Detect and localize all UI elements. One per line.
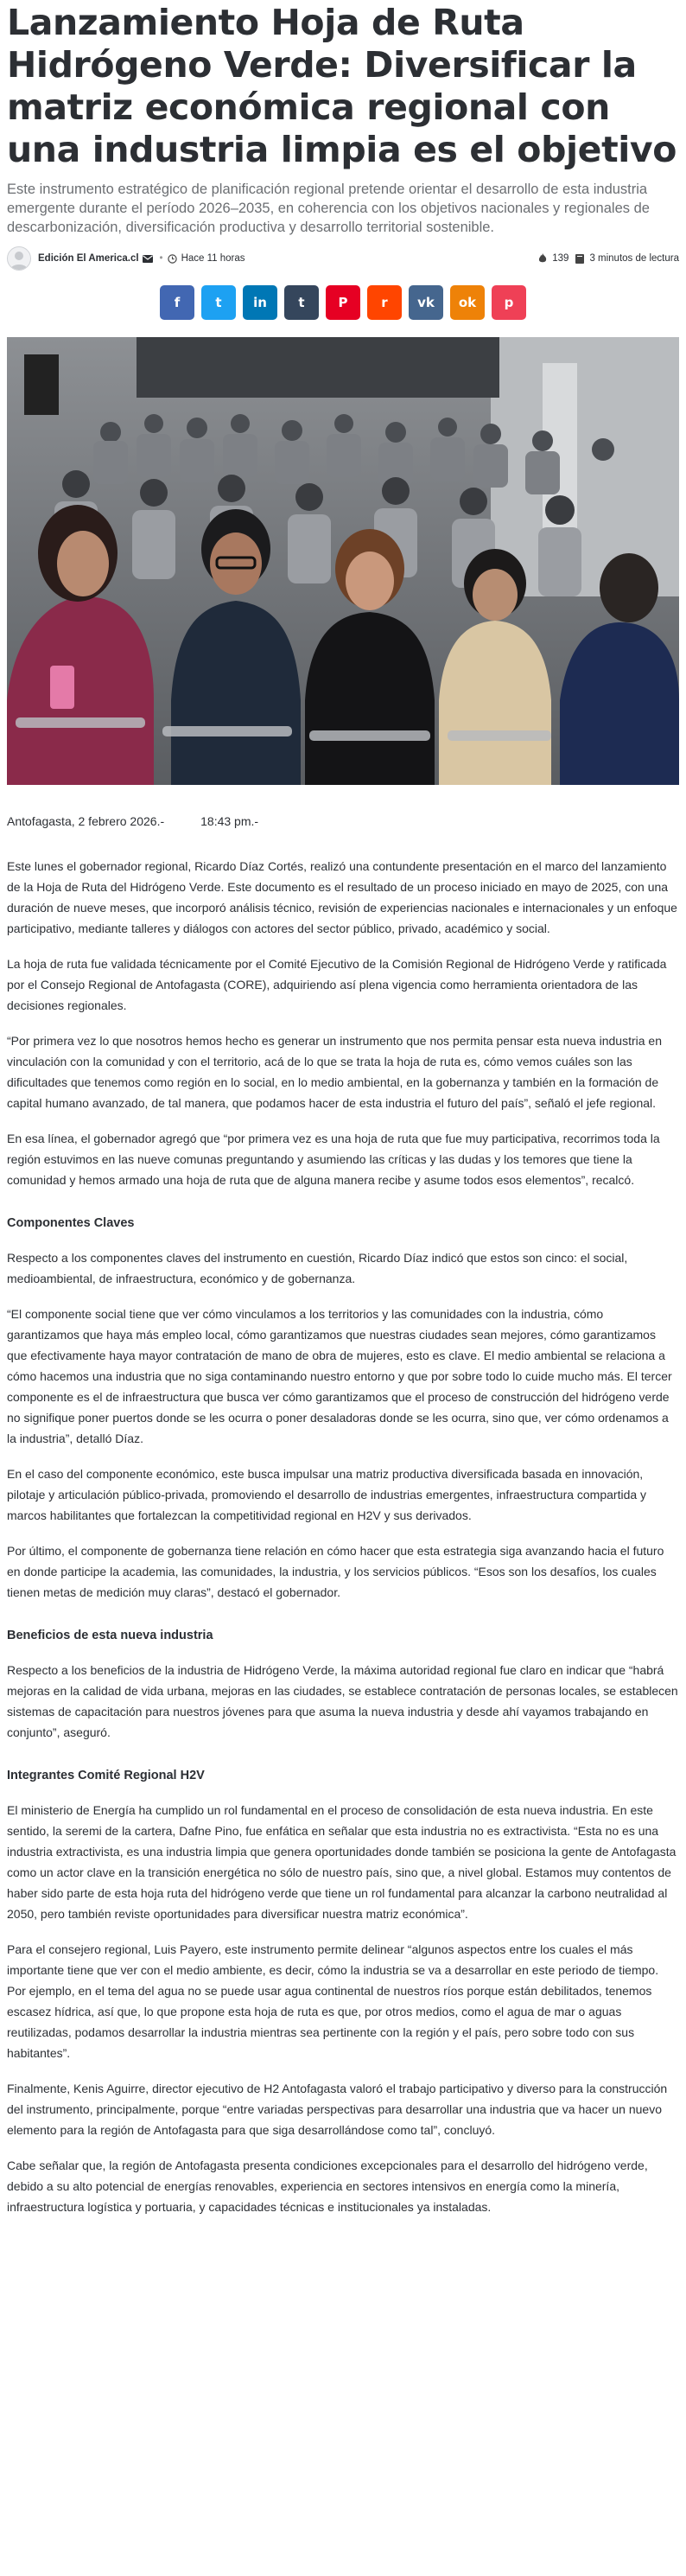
- paragraph: Finalmente, Kenis Aguirre, director ejecutivo de H2 Antofagasta valoró el trabajo participativo y diverso para la construcción del instrumento, principalmente, porque “entre variadas perspectivas para desarrollar una industria que va hacer un nuevo elemento para la región de Antofagasta para que siga desarrollándose como tal”, concluyó.: [7, 2082, 668, 2137]
- share-pocket-button[interactable]: [492, 285, 526, 320]
- facebook-icon: f: [174, 295, 181, 310]
- dateline-date: Antofagasta, 2 febrero 2026.-: [7, 814, 165, 828]
- read-time: 3 minutos de lectura: [589, 253, 679, 264]
- paragraph: “Por primera vez lo que nosotros hemos hecho es generar un instrumento que nos permita pensar esta nueva industria en vinculación con la comunidad y con el territorio, acá de lo que se trata la hoja de ruta es, cómo vemos cuáles son las dificultades que tenemos como región en lo social, en lo medio ambiental, en la gobernanza y también en la formación de capital humano avanzado, de tal manera, que podamos hacer de esta industria el futuro del país”, señaló el jefe regional.: [7, 1034, 662, 1110]
- odnoklassniki-icon: ok: [458, 295, 477, 310]
- linkedin-icon: in: [253, 295, 267, 310]
- paragraph: Respecto a los componentes claves del instrumento en cuestión, Ricardo Díaz indicó que estos son cinco: el social, medioambiental, de infraestructura, económico y de gobernanza.: [7, 1251, 628, 1285]
- article-subtitle: Este instrumento estratégico de planificación regional pretende orientar el desarrollo de esta industria emergente durante el período 2026–2035, en coherencia con los objetivos nacionales y regionales de descarbonización, diversificación productiva y desarrollo territorial sostenible.: [7, 182, 650, 235]
- share-pinterest-button[interactable]: [326, 285, 360, 320]
- share-odnoklassniki-button[interactable]: [450, 285, 485, 320]
- article-hero-image: [7, 337, 679, 785]
- author-avatar[interactable]: [7, 246, 31, 271]
- paragraph: Cabe señalar que, la región de Antofagasta presenta condiciones excepcionales para el desarrollo del hidrógeno verde, debido a su alto potencial de energías renovables, experiencia en sectores intensivos en energía como la minería, infraestructura logística y portuaria, y capacidades técnicas e institucionales ya instaladas.: [7, 2158, 648, 2214]
- section-heading-integrantes: Integrantes Comité Regional H2V: [7, 1769, 205, 1782]
- article-dateline: [7, 813, 679, 830]
- paragraph: Este lunes el gobernador regional, Ricardo Díaz Cortés, realizó una contundente presentación en el marco del lanzamiento de la Hoja de Ruta del Hidrógeno Verde. Este documento es el resultado de un proceso iniciado en mayo de 2025, con una duración de nueve meses, que incorporó análisis técnico, revisión de experiencias nacionales e internacionales y un enfoque participativo, mediante talleres y diálogos con actores del sector público, privado, académico y social.: [7, 859, 677, 935]
- article-body: [7, 856, 679, 2217]
- share-reddit-button[interactable]: [367, 285, 402, 320]
- twitter-icon: t: [215, 295, 222, 310]
- fire-icon: [538, 253, 547, 264]
- pinterest-icon: P: [338, 295, 348, 310]
- paragraph: Para el consejero regional, Luis Payero, este instrumento permite delinear “algunos aspectos entre los cuales el más importante tiene que ver con el medio ambiente, es decir, cómo la industria se va a desarrollar en este periodo de tiempo. Por ejemplo, en el tema del agua no se puede usar agua continental de nuestros ríos porque están debilitados, tenemos escasez hídrica, así que, lo que propone esta hoja de ruta es que, por otros medios, como el agua de mar o aguas reutilizadas, podamos desarrollar la industria mientras sea pertinente con la región y el país, pero sobre todo con sus habitantes”.: [7, 1942, 659, 2060]
- book-icon: [575, 254, 584, 264]
- share-tumblr-button[interactable]: [284, 285, 319, 320]
- share-vk-button[interactable]: [409, 285, 443, 320]
- paragraph: El ministerio de Energía ha cumplido un rol fundamental en el proceso de consolidación de esta nueva industria. En este sentido, la seremi de la cartera, Dafne Pino, fue enfática en señalar que esta industria no es extractivista. “Esta no es una industria extractivista, es una industria limpia que genera oportunidades donde también se posiciona la gente de Antofagasta como un actor clave en la transición energética no sólo de nuestro país, sino que, a nivel global. Estamos muy contentos de haber sido parte de esta hoja ruta del hidrógeno verde que tiene un rol fundamental para alcanzar la carbono neutralidad al 2050, pero también reviste oportunidades para diversificar nuestra matriz económica”.: [7, 1803, 676, 1921]
- article-page: [0, 2, 686, 2217]
- clock-icon: [168, 254, 177, 264]
- paragraph: En esa línea, el gobernador agregó que “por primera vez es una hoja de ruta que fue muy participativa, recorrimos toda la región estuvimos en las nueve comunas preguntando y asumiendo las críticas y las dudas y los temores que tiene la comunidad y hemos armado una hoja de ruta que de alguna manera recibe y asume todos esos elementos”, recalcó.: [7, 1132, 660, 1187]
- publish-time: Hace 11 horas: [181, 253, 245, 264]
- paragraph: La hoja de ruta fue validada técnicamente por el Comité Ejecutivo de la Comisión Regional de Hidrógeno Verde y ratificada por el Consejo Regional de Antofagasta (CORE), adquiriendo así plena vigencia como herramienta orientadora de las decisiones regionales.: [7, 957, 667, 1012]
- article-meta: [7, 247, 679, 270]
- share-twitter-button[interactable]: [201, 285, 236, 320]
- tumblr-icon: t: [298, 295, 305, 310]
- share-facebook-button[interactable]: [160, 285, 194, 320]
- article-title: Lanzamiento Hoja de Ruta Hidrógeno Verde: Diversificar la matriz económica regional con una industria limpia es el objetivo: [7, 2, 677, 170]
- author-name[interactable]: Edición El America.cl: [38, 253, 139, 264]
- paragraph: “El componente social tiene que ver cómo vinculamos a los territorios y las comunidades con la industria, cómo garantizamos que haya más empleo local, cómo garantizamos que nuestras ciudades sean mejores, cómo garantizamos que efectivamente haya mayor contratación de mano de obra de mujeres, esto es clave. El medio ambiental se relaciona a cómo hacemos una industria que no siga contaminando nuestro entorno y que por sobre todo lo cuide mucho más. El tercer componente es el de infraestructura que busca ver cómo garantizamos que el proceso de construcción del hidrógeno verde no signifique poner puertos donde se les ocurra o poner desaladoras donde se les ocurra, sino que, ver cómo ordenamos a la industria”, detalló Díaz.: [7, 1307, 672, 1445]
- paragraph: En el caso del componente económico, este busca impulsar una matriz productiva diversificada basada en innovación, pilotaje y articulación público-privada, promoviendo el desarrollo de industrias emergentes, infraestructura compartida y marcos habilitantes que fortalezcan la competitividad regional en H2V y sus derivados.: [7, 1467, 647, 1522]
- section-heading-beneficios: Beneficios de esta nueva industria: [7, 1629, 213, 1642]
- vk-icon: vk: [417, 295, 435, 310]
- pocket-icon: p: [504, 295, 514, 310]
- user-avatar-icon: [8, 247, 30, 270]
- share-buttons: [7, 285, 679, 320]
- views-count: 139: [552, 253, 569, 264]
- paragraph: Respecto a los beneficios de la industria de Hidrógeno Verde, la máxima autoridad regional fue claro en indicar que “habrá mejoras en la calidad de vida urbana, mejoras en las ciudades, se establece contratación de personas locales, se establecen sistemas de capacitación para nuestros jóvenes para que asuma la nueva industria y desde ahí vayamos trabajando en conjunto”, aseguró.: [7, 1663, 678, 1739]
- article-stats: [538, 253, 679, 264]
- mail-icon[interactable]: [143, 255, 153, 263]
- share-linkedin-button[interactable]: [243, 285, 277, 320]
- reddit-icon: r: [381, 295, 388, 310]
- audience-photo-illustration: [7, 337, 679, 785]
- paragraph: Por último, el componente de gobernanza tiene relación en cómo hacer que esta estrategia siga avanzando hacia el futuro en donde participe la academia, las comunidades, la industria, y los servicios públicos. “Esos son los desafíos, los cuales tienen metas de medición muy claras”, destacó el gobernador.: [7, 1544, 664, 1599]
- dateline-time: 18:43 pm.-: [200, 814, 259, 828]
- meta-separator: •: [159, 253, 163, 264]
- section-heading-componentes: Componentes Claves: [7, 1216, 135, 1230]
